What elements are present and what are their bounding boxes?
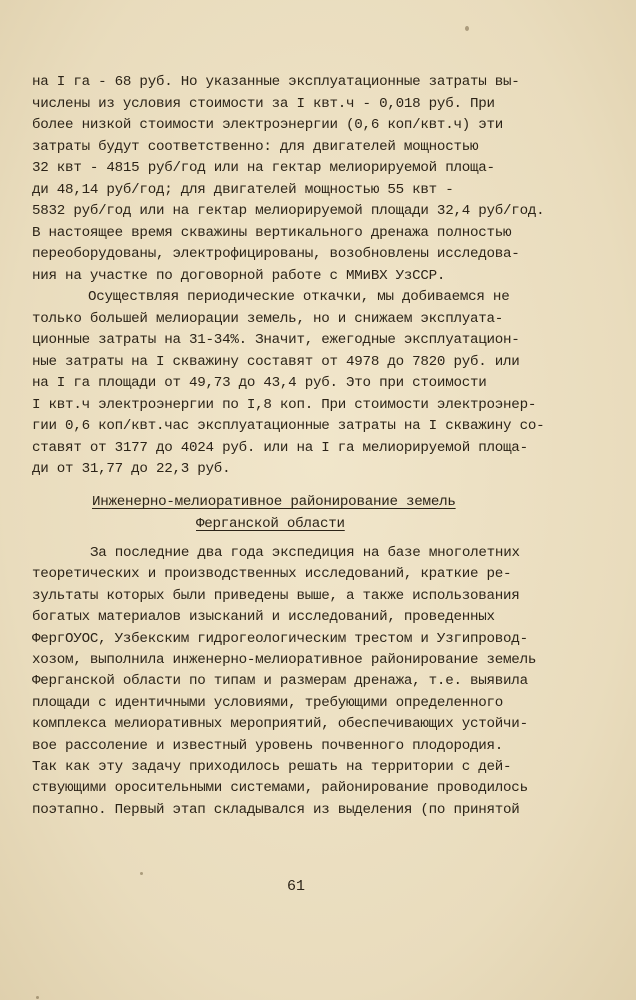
text-line: Ферганской области по типам и размерам дренажа, т.е. выявила <box>32 673 528 690</box>
text-line: затраты будут соответственно: для двигателей мощностью <box>32 138 479 155</box>
text-line: только большей мелиорации земель, но и снижаем эксплуата- <box>32 310 504 327</box>
paper-speck <box>36 996 39 999</box>
text-line: 5832 руб/год или на гектар мелиорируемой площади 32,4 руб/год. <box>32 203 545 219</box>
text-line: богатых материалов изысканий и исследований, проведенных <box>32 609 495 626</box>
text-line: числены из условия стоимости за I квт.ч - 0,018 руб. При <box>32 95 495 112</box>
text-line: на I га площади от 49,73 до 43,4 руб. Это при стоимости <box>32 375 487 391</box>
paper-speck <box>465 26 469 31</box>
text-line: на I га - 68 руб. Но указанные эксплуатационные затраты вы- <box>32 74 520 90</box>
text-line: ния на участке по договорной работе с ММиВХ УзССР. <box>32 267 446 284</box>
text-line: ди от 31,77 до 22,3 руб. <box>32 461 231 477</box>
text-line: более низкой стоимости электроэнергии (0,6 коп/квт.ч) эти <box>32 117 504 133</box>
text-line: ционные затраты на 31-34%. Значит, ежегодные эксплуатацион- <box>32 332 520 348</box>
text-line: ствующими оросительными системами, районирование проводилось <box>32 780 528 797</box>
text-line: 32 квт - 4815 руб/год или на гектар мелиорируемой площа- <box>32 160 495 176</box>
text-line: гии 0,6 коп/квт.час эксплуатационные затраты на I скважину со- <box>32 418 545 434</box>
text-line: комплекса мелиоративных мероприятий, обеспечивающих устойчи- <box>32 716 528 733</box>
text-line: вое рассоление и известный уровень почвенного плодородия. <box>32 737 504 754</box>
text-line: ные затраты на I скважину составят от 4978 до 7820 руб. или <box>32 353 520 370</box>
text-line: Осуществляя периодические откачки, мы добиваемся не <box>88 289 510 305</box>
text-line: поэтапно. Первый этап складывался из выделения (по принятой <box>32 801 520 818</box>
text-line: Так как эту задачу приходилось решать на территории с дей- <box>32 759 512 775</box>
text-line: В настоящее время скважины вертикального дренажа полностью <box>32 224 512 241</box>
text-line: зультаты которых были приведены выше, а также использования <box>32 587 520 604</box>
text-line: ФергОУОС, Узбекским гидрогеологическим трестом и Узгипровод- <box>32 630 528 647</box>
text-line: теоретических и производственных исследований, краткие ре- <box>32 566 512 583</box>
text-line: ставят от 3177 до 4024 руб. или на I га мелиорируемой площа- <box>32 439 528 456</box>
section-heading-subtitle: Ферганской области <box>196 516 345 532</box>
section-heading: Инженерно-мелиоративное районирование земель <box>92 494 456 510</box>
text-line: площади с идентичными условиями, требующими определенного <box>32 694 504 711</box>
page-number: 61 <box>287 878 306 895</box>
paper-speck <box>140 872 143 875</box>
text-line: За последние два года экспедиция на базе многолетних <box>90 545 520 561</box>
text-line: ди 48,14 руб/год; для двигателей мощностью 55 квт - <box>32 181 454 198</box>
text-line: переоборудованы, электрофицированы, возобновлены исследова- <box>32 246 520 262</box>
text-line: хозом, выполнила инженерно-мелиоративное районирование земель <box>32 652 537 668</box>
text-line: I квт.ч электроэнергии по I,8 коп. При стоимости электроэнер- <box>32 396 537 413</box>
